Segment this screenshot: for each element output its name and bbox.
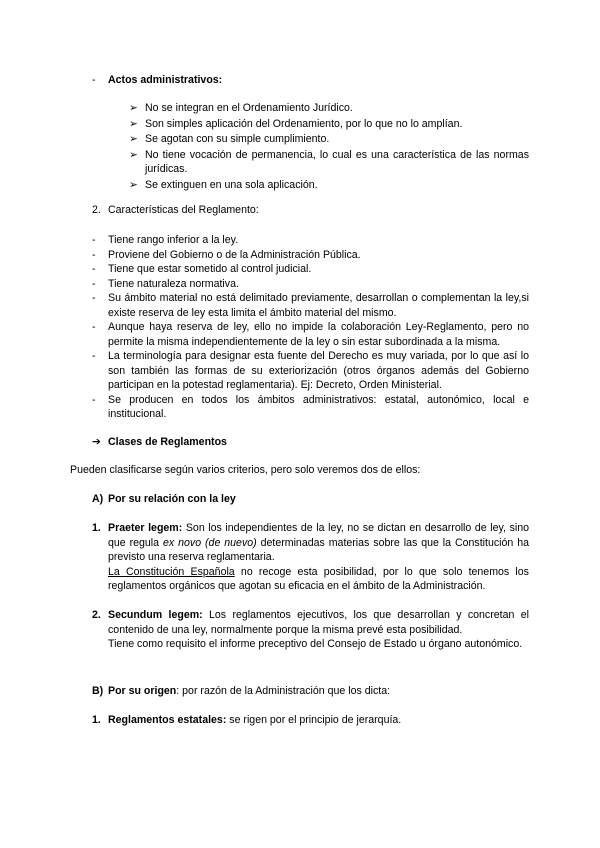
list-item: - Se producen en todos los ámbitos administrativos: estatal, autonómico, local e institucional. [92, 393, 529, 420]
list-item: - Proviene del Gobierno o de la Administración Pública. [92, 248, 361, 261]
list-item: ➢ Son simples aplicación del Ordenamiento, por lo que no lo amplían. [129, 117, 463, 130]
clases-title: Clases de Reglamentos [108, 436, 227, 448]
secundum-legem-paragraph: Secundum legem: Los reglamentos ejecutivos, los que desarrollan y concretan el contenido de una ley, normalmente porque la misma prevé esta posibilidad. Tiene como requisito el informe preceptivo del Consejo de Estado u órgano autonómico. [108, 609, 529, 650]
list-item: ➢ No se integran en el Ordenamiento Jurídico. [129, 102, 353, 114]
arrowhead-bullet-icon: ➢ [129, 133, 138, 145]
section-a-title: Por su relación con la ley [108, 493, 236, 505]
item-number: 1. [92, 714, 101, 726]
actos-list [129, 101, 529, 192]
list-item: - La terminología para designar esta fuente del Derecho es muy variada, por lo que así lo son también las formas de su exteriorización (otros órganos además del Gobierno participan en la potestad reglamentaria). Ej: Decreto, Orden Ministerial. [92, 350, 529, 391]
section-number: 2. [92, 204, 101, 216]
list-item: - Tiene que estar sometido al control judicial. [92, 263, 312, 275]
right-arrow-icon: ➔ [92, 436, 101, 448]
list-item: - Tiene rango inferior a la ley. [92, 234, 239, 246]
arrowhead-bullet-icon: ➢ [129, 102, 138, 114]
item-number: 1. [92, 522, 101, 534]
list-item: - Su ámbito material no está delimitado previamente, desarrollan o complementan la ley,si existe reserva de ley esta limita el ámbito material del mismo. [92, 292, 529, 319]
caracteristicas-list [92, 233, 529, 422]
actos-title: Actos administrativos: [108, 74, 223, 86]
section-b-label: B) [92, 685, 104, 697]
list-item: - Tiene naturaleza normativa. [92, 277, 239, 290]
section-a-label: A) [92, 493, 104, 505]
list-item: ➢ Se agotan con su simple cumplimiento. [129, 133, 330, 145]
section-b-title: Por su origen: por razón de la Administración que los dicta: [108, 685, 391, 697]
list-dash: - [92, 74, 96, 86]
list-item: ➢ No tiene vocación de permanencia, lo cual es una característica de las normas jurídicas. [129, 148, 529, 175]
praeter-legem-paragraph: Praeter legem: Son los independientes de la ley, no se dictan en desarrollo de ley, sino que regula ex novo (de nuevo) determinadas materias sobre las que la Constitución ha previsto una reserva reglamentaria. La Constitución Española no recoge esta posibilidad, por lo que solo tenemos los reglamentos orgánicos que agotan su eficacia en el ámbito de la Administración. [108, 522, 530, 592]
clases-intro: Pueden clasificarse según varios criterios, pero solo veremos dos de ellos: [70, 464, 421, 476]
arrowhead-bullet-icon: ➢ [129, 117, 138, 130]
arrowhead-bullet-icon: ➢ [129, 178, 138, 191]
constitucion-link: La Constitución Española [108, 565, 235, 578]
item-number: 2. [92, 609, 101, 621]
reglamentos-estatales-paragraph: Reglamentos estatales: se rigen por el principio de jerarquía. [108, 714, 402, 726]
list-item: - Aunque haya reserva de ley, ello no impide la colaboración Ley-Reglamento, pero no permite la misma independientemente de la ley o sin estar subordinada a la misma. [92, 321, 529, 348]
caracteristicas-title: Características del Reglamento: [108, 204, 259, 216]
arrowhead-bullet-icon: ➢ [129, 148, 138, 161]
list-item: ➢ Se extinguen en una sola aplicación. [129, 178, 318, 191]
